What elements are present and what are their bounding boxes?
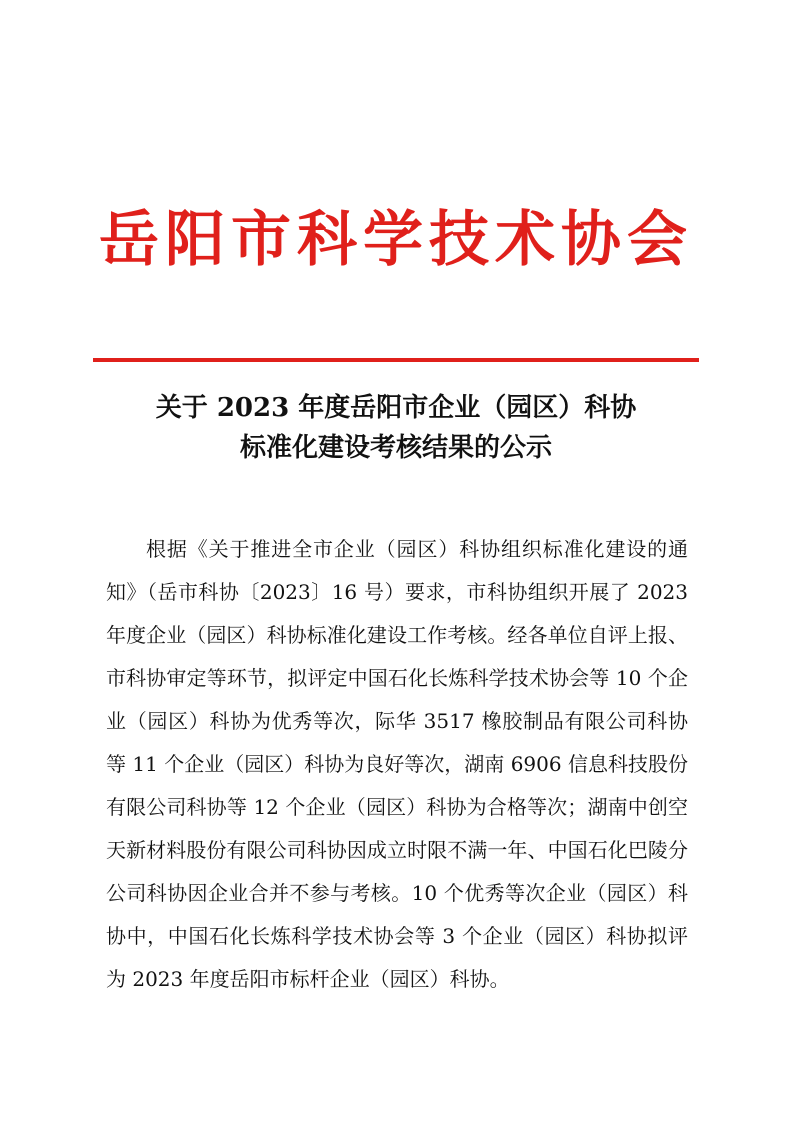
letterhead-red-divider <box>93 358 699 362</box>
document-title-line-1: 关于 2023 年度岳阳市企业（园区）科协 <box>155 393 637 423</box>
body-paragraph: 根据《关于推进全市企业（园区）科协组织标准化建设的通知》（岳市科协〔2023〕16 号）要求，市科协组织开展了 2023 年度企业（园区）科协标准化建设工作考核。经各单位自评上报、市科协审定等环节，拟评定中国石化长炼科学技术协会等 10 个企业（园区）科协为优秀等次，际华 3517 橡胶制品有限公司科协等 11 个企业（园区）科协为良好等次，湖南 6906 信息科技股份有限公司科协等 12 个企业（园区）科协为合格等次；湖南中创空天新材料股份有限公司科协因成立时限不满一年、中国石化巴陵分公司科协因企业合并不参与考核。10 个优秀等次企业（园区）科协中，中国石化长炼科学技术协会等 3 个企业（园区）科协拟评为 2023 年度岳阳市标杆企业（园区）科协。 <box>106 537 688 991</box>
letterhead-org-name: 岳阳市科学技术协会 <box>99 205 693 275</box>
document-title-line-2: 标准化建设考核结果的公示 <box>239 433 552 463</box>
document-title <box>96 388 696 468</box>
